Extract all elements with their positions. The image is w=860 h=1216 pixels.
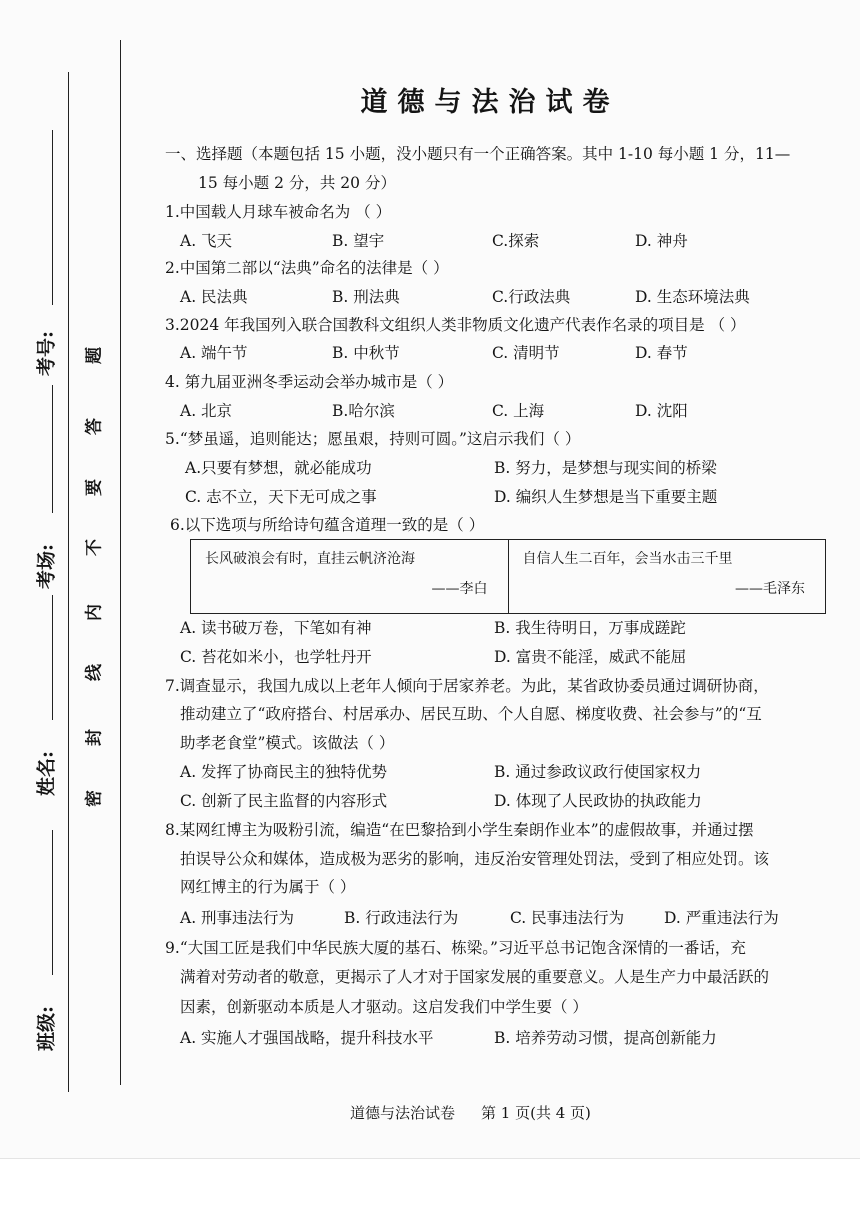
poem-line: 长风破浪会有时，直挂云帆济沧海 xyxy=(205,551,415,567)
q6-option-a: A. 读书破万卷，下笔如有神 xyxy=(180,619,372,637)
question-6-stem: 6.以下选项与所给诗句蕴含道理一致的是（ ） xyxy=(170,516,485,534)
q7-option-c: C. 创新了民主监督的内容形式 xyxy=(180,792,388,810)
section-heading-cont: 15 每小题 2 分，共 20 分） xyxy=(198,174,396,192)
question-9-stem: 9.“大国工匠是我们中华民族大厦的基石、栋梁。”习近平总书记饱含深情的一番话，充 xyxy=(165,939,746,957)
poem-cell-libai xyxy=(191,540,508,613)
name-label: 姓名: xyxy=(35,751,58,797)
q2-option-b: B. 刑法典 xyxy=(332,288,400,306)
q7-option-d: D. 体现了人民政协的执政能力 xyxy=(494,792,702,810)
question-8-stem: 8.某网红博主为吸粉引流，编造“在巴黎拾到小学生秦朗作业本”的虚假故事，并通过摆 xyxy=(165,821,754,839)
seal-char: 内 xyxy=(84,604,105,621)
seal-char: 不 xyxy=(84,539,105,556)
class-label: 班级: xyxy=(35,1006,58,1052)
question-7-stem-cont: 推动建立了“政府搭台、村居承办、居民互助、个人自愿、梯度收费、社会参与”的“互 xyxy=(180,705,762,723)
q2-option-c: C.行政法典 xyxy=(492,288,571,306)
q2-option-a: A. 民法典 xyxy=(180,288,248,306)
q1-option-b: B. 望宇 xyxy=(332,232,385,250)
poem-line: 自信人生二百年，会当水击三千里 xyxy=(522,551,733,567)
q3-option-b: B. 中秋节 xyxy=(332,344,400,362)
footer-page-number: 第 1 页(共 4 页) xyxy=(481,1104,591,1122)
q1-option-d: D. 神舟 xyxy=(635,232,688,250)
q2-option-d: D. 生态环境法典 xyxy=(635,288,750,306)
q4-option-c: C. 上海 xyxy=(492,402,545,420)
section-heading: 一、选择题（本题包括 15 小题，没小题只有一个正确答案。其中 1-10 每小题 1 分，11— xyxy=(165,145,791,163)
q6-option-d: D. 富贵不能淫，威武不能屈 xyxy=(494,648,687,666)
q4-option-b: B.哈尔滨 xyxy=(332,402,395,420)
q3-option-a: A. 端午节 xyxy=(180,344,248,362)
q4-option-a: A. 北京 xyxy=(180,402,233,420)
question-7-stem: 7.调查显示，我国九成以上老年人倾向于居家养老。为此，某省政协委员通过调研协商， xyxy=(165,677,769,695)
q8-option-a: A. 刑事违法行为 xyxy=(180,909,295,927)
question-9-stem-cont: 因素，创新驱动本质是人才驱动。这启发我们中学生要（ ） xyxy=(180,998,588,1016)
question-9-stem-cont: 满着对劳动者的敬意，更揭示了人才对于国家发展的重要意义。人是生产力中最活跃的 xyxy=(180,968,770,986)
question-8-stem-cont: 网红博主的行为属于（ ） xyxy=(180,878,356,896)
q7-option-a: A. 发挥了协商民主的独特优势 xyxy=(180,763,388,781)
binding-line-inner xyxy=(120,40,121,1085)
page-bottom-edge xyxy=(0,1158,860,1216)
q6-option-c: C. 苔花如米小，也学牡丹开 xyxy=(180,648,372,666)
question-5-stem: 5.“梦虽遥，追则能达；愿虽艰，持则可圆。”这启示我们（ ） xyxy=(165,430,581,448)
q6-option-b: B. 我生待明日，万事成蹉跎 xyxy=(494,619,686,637)
exam-number-blank xyxy=(52,130,53,305)
seal-char: 要 xyxy=(84,479,105,496)
seal-char: 密 xyxy=(84,790,105,807)
question-3-stem: 3.2024 年我国列入联合国教科文组织人类非物质文化遗产代表作名录的项目是 （ ） xyxy=(165,316,746,334)
question-4-stem: 4. 第九届亚洲冬季运动会举办城市是（ ） xyxy=(165,373,454,391)
question-7-stem-cont: 助孝老食堂”模式。该做法（ ） xyxy=(180,734,395,752)
poem-cell-maozedong xyxy=(508,540,826,613)
q5-option-d: D. 编织人生梦想是当下重要主题 xyxy=(494,488,718,506)
exam-room-label: 考场: xyxy=(35,544,58,590)
q1-option-c: C.探索 xyxy=(492,232,540,250)
q5-option-a: A.只要有梦想，就必能成功 xyxy=(185,459,372,477)
q7-option-b: B. 通过参政议政行使国家权力 xyxy=(494,763,702,781)
class-blank xyxy=(52,830,53,975)
q3-option-c: C. 清明节 xyxy=(492,344,560,362)
q8-option-b: B. 行政违法行为 xyxy=(344,909,459,927)
question-8-stem-cont: 拍误导公众和媒体，造成极为恶劣的影响，违反治安管理处罚法，受到了相应处罚。该 xyxy=(180,850,770,868)
q1-option-a: A. 飞天 xyxy=(180,232,233,250)
q9-option-b: B. 培养劳动习惯，提高创新能力 xyxy=(494,1029,717,1047)
seal-char: 线 xyxy=(84,664,105,681)
name-blank xyxy=(52,595,53,720)
seal-char: 答 xyxy=(84,418,105,435)
binding-line-outer xyxy=(68,72,69,1092)
q9-option-a: A. 实施人才强国战略，提升科技水平 xyxy=(180,1029,434,1047)
question-2-stem: 2.中国第二部以“法典”命名的法律是（ ） xyxy=(165,259,449,277)
q8-option-d: D. 严重违法行为 xyxy=(664,909,779,927)
q8-option-c: C. 民事违法行为 xyxy=(510,909,625,927)
poem-author: ——李白 xyxy=(431,581,488,597)
footer-exam-name: 道德与法治试卷 xyxy=(350,1104,456,1122)
exam-number-label: 考号: xyxy=(35,331,58,377)
q3-option-d: D. 春节 xyxy=(635,344,688,362)
exam-room-blank xyxy=(52,385,53,513)
page-footer xyxy=(350,1102,591,1123)
q5-option-b: B. 努力，是梦想与现实间的桥梁 xyxy=(494,459,717,477)
q5-option-c: C. 志不立，天下无可成之事 xyxy=(185,488,377,506)
poem-author: ——毛泽东 xyxy=(735,581,805,597)
poem-table xyxy=(190,539,826,614)
question-1-stem: 1.中国载人月球车被命名为 （ ） xyxy=(165,203,392,221)
seal-char: 封 xyxy=(84,729,105,746)
q4-option-d: D. 沈阳 xyxy=(635,402,688,420)
exam-title: 道德与法治试卷 xyxy=(360,87,620,118)
seal-char: 题 xyxy=(84,347,105,364)
